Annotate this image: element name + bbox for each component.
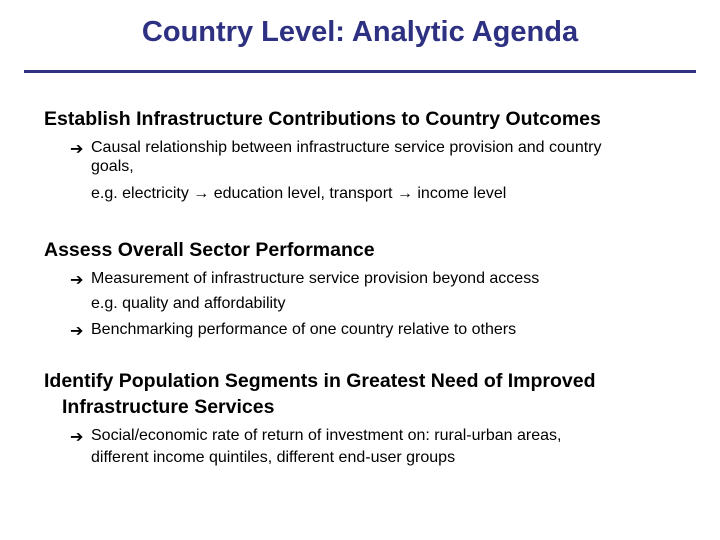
bullet-text: Benchmarking performance of one country relative to others — [91, 321, 517, 338]
arrow-bullet-icon: ➔ — [70, 323, 84, 340]
bullet-text: Measurement of infrastructure service provision beyond access — [91, 270, 540, 287]
bullet-text: different income quintiles, different end-user groups — [91, 449, 456, 466]
bullet-text: Social/economic rate of return of investment on: rural-urban areas, — [91, 427, 562, 444]
section-heading: Establish Infrastructure Contributions to Country Outcomes — [44, 108, 601, 130]
bullet-text: e.g. electricity → education level, transport → income level — [91, 185, 507, 202]
arrow-bullet-icon: ➔ — [70, 272, 84, 289]
section-heading: Assess Overall Sector Performance — [44, 239, 375, 261]
arrow-bullet-icon: ➔ — [70, 429, 84, 446]
slide-title: Country Level: Analytic Agenda — [141, 16, 579, 48]
bullet-text: e.g. quality and affordability — [91, 295, 286, 312]
section-heading: Identify Population Segments in Greatest Need of Improved — [44, 370, 596, 392]
bullet-text: Causal relationship between infrastructure service provision and country — [91, 139, 602, 156]
section-heading: Infrastructure Services — [62, 396, 275, 418]
title-divider — [24, 70, 696, 73]
arrow-bullet-icon: ➔ — [70, 141, 84, 158]
bullet-text: goals, — [91, 158, 134, 175]
